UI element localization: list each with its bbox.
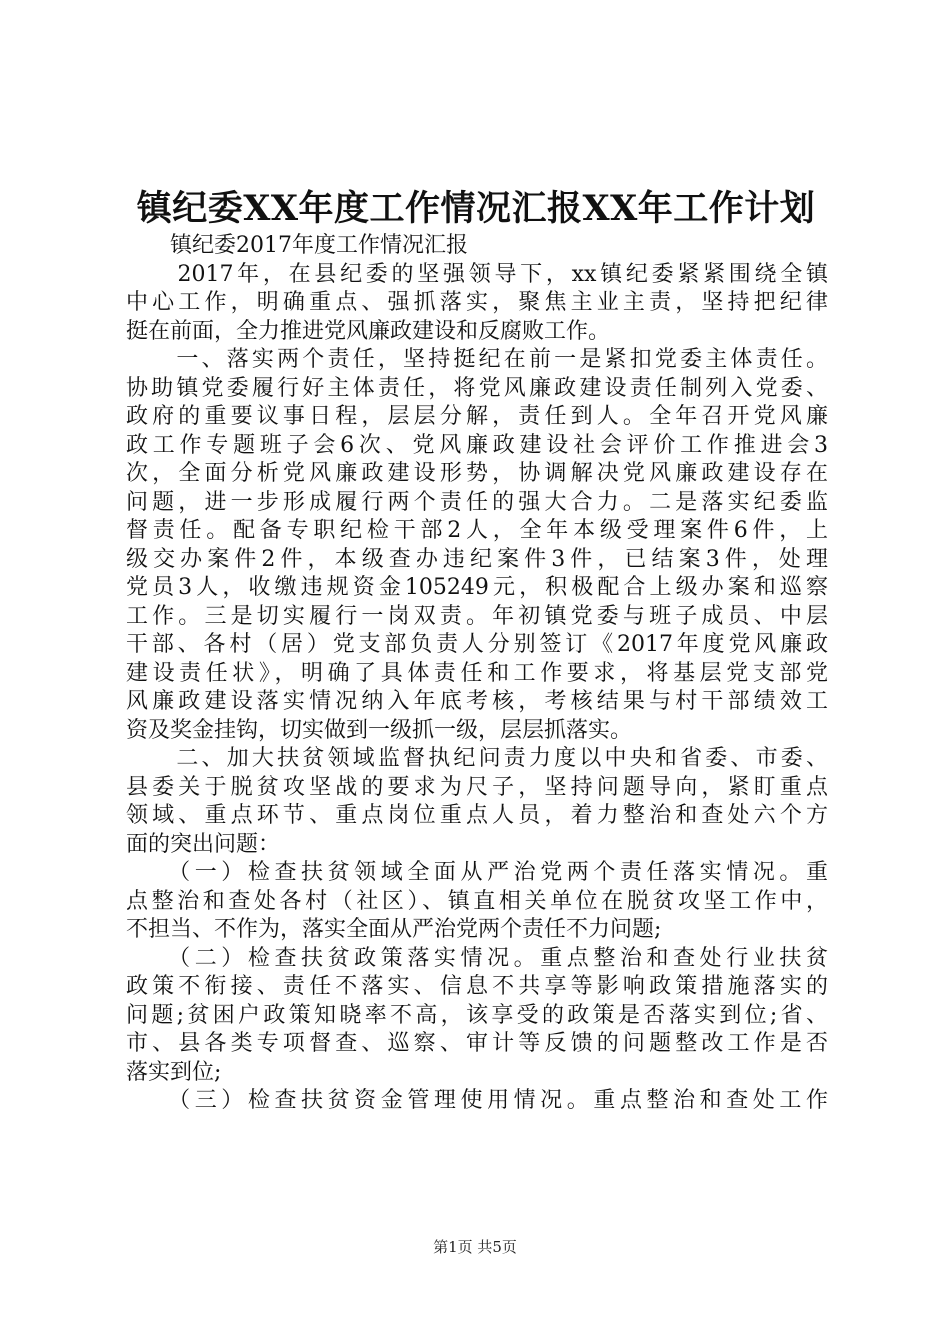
body-line: 政工作专题班子会6次、党风廉政建设社会评价工作推进会3 <box>126 432 828 458</box>
page-footer: 第1页 共5页 <box>433 1238 517 1256</box>
body-line: 级交办案件2件，本级查办违纪案件3件，已结案3件，处理 <box>126 546 828 572</box>
body-line: （二）检查扶贫政策落实情况。重点整治和查处行业扶贫 <box>126 945 828 971</box>
body-line: 落实到位; <box>126 1059 222 1085</box>
body-line: （三）检查扶贫资金管理使用情况。重点整治和查处工作 <box>126 1088 828 1113</box>
body-line: 资及奖金挂钩，切实做到一级抓一级，层层抓落实。 <box>126 717 633 743</box>
body-line: 风廉政建设落实情况纳入年底考核，考核结果与村干部绩效工 <box>126 689 828 714</box>
body-line: 次，全面分析党风廉政建设形势，协调解决党风廉政建设存在 <box>126 461 828 486</box>
body-line: 一、落实两个责任，坚持挺纪在前一是紧扣党委主体责任。 <box>126 347 828 372</box>
body-line: 领域、重点环节、重点岗位重点人员，着力整治和查处六个方 <box>126 803 828 828</box>
body-line: 面的突出问题： <box>126 831 281 857</box>
body-line: 2017年，在县纪委的坚强领导下，xx镇纪委紧紧围绕全镇 <box>126 261 828 287</box>
body-line: 问题，进一步形成履行两个责任的强大合力。二是落实纪委监 <box>126 489 828 515</box>
body-line: 问题;贫困户政策知晓率不高，该享受的政策是否落实到位;省、 <box>126 1002 828 1028</box>
body-line: 中心工作，明确重点、强抓落实，聚焦主业主责，坚持把纪律 <box>126 290 828 315</box>
body-line: 不担当、不作为，落实全面从严治党两个责任不力问题; <box>126 917 662 942</box>
body-line: 工作。三是切实履行一岗双责。年初镇党委与班子成员、中层 <box>126 603 828 629</box>
body-line: 二、加大扶贫领域监督执纪问责力度以中央和省委、市委、 <box>126 746 828 771</box>
body-line: 干部、各村（居）党支部负责人分别签订《2017年度党风廉政 <box>126 632 828 657</box>
document-body <box>126 232 828 1116</box>
body-line: 点整治和查处各村（社区）、镇直相关单位在脱贫攻坚工作中， <box>126 888 828 914</box>
body-line: 挺在前面，全力推进党风廉政建设和反腐败工作。 <box>126 318 611 344</box>
body-line: 政策不衔接、责任不落实、信息不共享等影响政策措施落实的 <box>126 974 828 999</box>
body-line: 党员3人，收缴违规资金105249元，积极配合上级办案和巡察 <box>126 575 828 600</box>
body-line: 镇纪委2017年度工作情况汇报 <box>126 233 468 258</box>
body-line: 市、县各类专项督查、巡察、审计等反馈的问题整改工作是否 <box>126 1031 828 1056</box>
body-line: 协助镇党委履行好主体责任，将党风廉政建设责任制列入党委、 <box>126 375 828 401</box>
body-line: 督责任。配备专职纪检干部2人，全年本级受理案件6件，上 <box>126 518 828 543</box>
body-line: 县委关于脱贫攻坚战的要求为尺子，坚持问题导向，紧盯重点 <box>126 774 828 800</box>
body-line: 政府的重要议事日程，层层分解，责任到人。全年召开党风廉 <box>126 404 828 429</box>
document-title: 镇纪委XX年度工作情况汇报XX年工作计划 <box>136 188 816 229</box>
body-line: 建设责任状》，明确了具体责任和工作要求，将基层党支部党 <box>126 660 828 686</box>
body-line: （一）检查扶贫领域全面从严治党两个责任落实情况。重 <box>126 860 828 885</box>
